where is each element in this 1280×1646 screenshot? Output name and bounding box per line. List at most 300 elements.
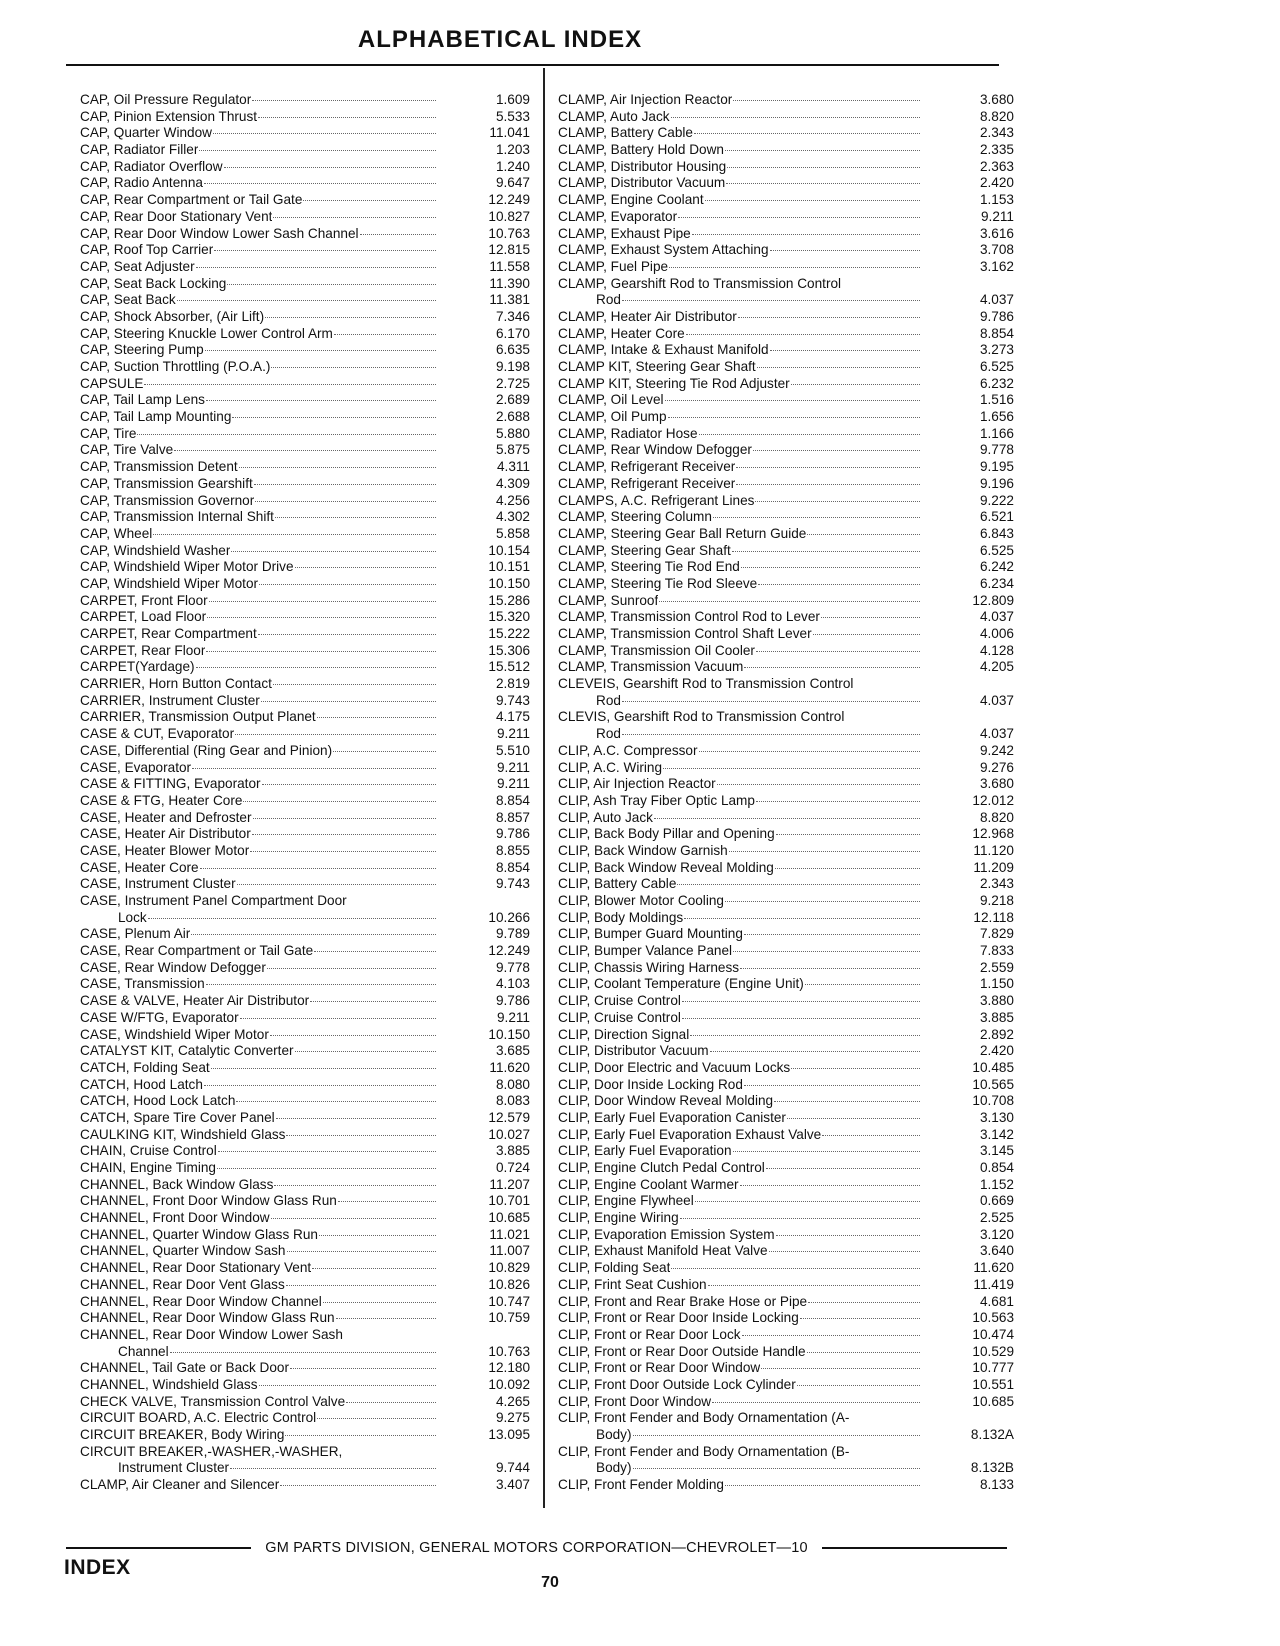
entry-description: CASE & FITTING, Evaporator: [80, 776, 261, 792]
index-entry: [558, 609, 1014, 626]
entry-description: Rod: [596, 726, 621, 742]
entry-description: CHANNEL, Windshield Glass: [80, 1376, 258, 1392]
index-entry: [80, 1210, 530, 1227]
entry-description: CLAMP, Exhaust System Attaching: [558, 242, 769, 258]
index-entry: [80, 376, 530, 393]
entry-description: CAP, Tail Lamp Mounting: [80, 409, 232, 425]
footer-rule-right: [822, 1547, 1007, 1549]
dot-leader: [177, 300, 436, 301]
entry-reference-number: 3.162: [979, 258, 1014, 274]
index-entry: [558, 92, 1014, 109]
entry-description: CLAMP, Battery Cable: [558, 125, 693, 141]
index-entry: [80, 793, 530, 810]
index-entry: [558, 709, 1014, 726]
entry-reference-number: 11.041: [489, 125, 530, 141]
index-entry: [558, 676, 1014, 693]
entry-description: CAP, Suction Throttling (P.O.A.): [80, 359, 271, 374]
dot-leader: [236, 1101, 436, 1102]
entry-reference-number: 10.829: [488, 1260, 530, 1276]
dot-leader: [682, 1018, 920, 1019]
entry-description: CLIP, A.C. Compressor: [558, 742, 698, 758]
entry-description: CHANNEL, Tail Gate or Back Door: [80, 1360, 290, 1376]
index-entry: [558, 976, 1014, 993]
entry-reference-number: 9.744: [495, 1460, 530, 1476]
dot-leader: [668, 417, 920, 418]
entry-reference-number: 3.273: [979, 342, 1014, 358]
dot-leader: [756, 801, 920, 802]
entry-reference-number: 8.080: [495, 1076, 530, 1092]
entry-reference-number: 9.275: [495, 1410, 530, 1426]
entry-description: CASE & CUT, Evaporator: [80, 726, 235, 742]
dot-leader: [684, 918, 920, 919]
index-entry: [80, 609, 530, 626]
entry-description: CATCH, Spare Tire Cover Panel: [80, 1109, 275, 1125]
index-entry: [558, 843, 1014, 860]
index-entry: [80, 1427, 530, 1444]
index-entry: [558, 1060, 1014, 1077]
entry-reference-number: 15.512: [488, 659, 530, 675]
entry-reference-number: 8.820: [979, 809, 1014, 825]
dot-leader: [633, 1435, 920, 1436]
index-entry: [558, 1344, 1014, 1361]
dot-leader: [267, 968, 436, 969]
entry-description: CASE, Differential (Ring Gear and Pinion): [80, 742, 333, 758]
entry-reference-number: 8.133: [979, 1477, 1014, 1493]
entry-description: CAP, Oil Pressure Regulator: [80, 92, 252, 107]
index-entry: [80, 426, 530, 443]
entry-reference-number: 1.166: [979, 425, 1014, 441]
dot-leader: [736, 467, 920, 468]
entry-description: Rod: [596, 692, 621, 708]
entry-reference-number: 3.885: [979, 1009, 1014, 1025]
entry-reference-number: 4.265: [495, 1393, 530, 1409]
entry-description: Channel: [118, 1343, 169, 1359]
entry-reference-number: 5.875: [495, 442, 530, 458]
index-entry: [558, 125, 1014, 142]
dot-leader: [232, 417, 436, 418]
dot-leader: [654, 818, 920, 819]
dot-leader: [729, 851, 920, 852]
index-entry: [558, 1294, 1014, 1311]
dot-leader: [250, 851, 436, 852]
index-entry: [558, 426, 1014, 443]
index-entry: [558, 226, 1014, 243]
index-entry: [80, 309, 530, 326]
entry-description: CLIP, Blower Motor Cooling: [558, 893, 724, 908]
entry-description: CAP, Radiator Filler: [80, 142, 199, 158]
index-entry: [558, 626, 1014, 643]
page-number: 70: [541, 1574, 559, 1591]
dot-leader: [775, 868, 920, 869]
entry-reference-number: 7.829: [979, 926, 1014, 942]
dot-leader: [213, 133, 436, 134]
entry-description: Instrument Cluster: [118, 1460, 230, 1476]
index-entry: [558, 376, 1014, 393]
entry-reference-number: 10.529: [972, 1343, 1014, 1359]
dot-leader: [196, 667, 436, 668]
entry-description: CASE W/FTG, Evaporator: [80, 1009, 239, 1025]
index-entry: [80, 342, 530, 359]
entry-description: CLAMP, Radiator Hose: [558, 425, 698, 441]
dot-leader: [204, 183, 436, 184]
index-entry: [80, 409, 530, 426]
entry-reference-number: 2.343: [979, 125, 1014, 141]
index-entry: [80, 726, 530, 743]
dot-leader: [290, 1368, 436, 1369]
entry-description: CAP, Rear Door Window Lower Sash Channel: [80, 225, 359, 241]
dot-leader: [275, 517, 436, 518]
entry-description: CLIP, Exhaust Manifold Heat Valve: [558, 1243, 768, 1259]
entry-reference-number: 9.211: [496, 1009, 530, 1025]
entry-description: CASE, Heater Core: [80, 859, 199, 875]
entry-reference-number: 8.820: [979, 108, 1014, 124]
index-entry: [558, 1327, 1014, 1344]
index-entry: [80, 559, 530, 576]
entry-description: CASE, Heater Blower Motor: [80, 842, 250, 858]
dot-leader: [237, 884, 436, 885]
index-entry: [80, 1227, 530, 1244]
index-entry: [80, 1043, 530, 1060]
dot-leader: [243, 801, 436, 802]
index-entry: [558, 1277, 1014, 1294]
dot-leader: [753, 450, 920, 451]
entry-description: CLAMP, Steering Tie Rod Sleeve: [558, 575, 758, 591]
index-entry: [558, 1127, 1014, 1144]
dot-leader: [822, 1135, 920, 1136]
index-entry: [558, 659, 1014, 676]
dot-leader: [231, 551, 436, 552]
index-entry: [80, 259, 530, 276]
dot-leader: [671, 117, 920, 118]
entry-description: CHANNEL, Quarter Window Glass Run: [80, 1226, 318, 1242]
entry-reference-number: 10.759: [488, 1310, 530, 1326]
entry-reference-number: 6.170: [495, 325, 530, 341]
index-entry: [558, 1210, 1014, 1227]
entry-description: CLIP, Engine Wiring: [558, 1210, 679, 1226]
entry-reference-number: 3.120: [979, 1226, 1014, 1242]
dot-leader: [207, 617, 436, 618]
index-entry: [558, 1360, 1014, 1377]
dot-leader: [712, 1402, 920, 1403]
entry-reference-number: 9.222: [979, 492, 1014, 508]
index-entry: [558, 1243, 1014, 1260]
entry-description: CATCH, Folding Seat: [80, 1059, 210, 1075]
entry-description: CAULKING KIT, Windshield Glass: [80, 1126, 286, 1142]
entry-description: Lock: [118, 909, 147, 925]
entry-reference-number: 10.485: [972, 1059, 1014, 1075]
entry-description: CAP, Transmission Detent: [80, 459, 238, 475]
entry-reference-number: 10.685: [972, 1393, 1014, 1409]
index-entry: [80, 676, 530, 693]
entry-reference-number: 7.346: [495, 308, 530, 324]
dot-leader: [710, 1051, 920, 1052]
footer-text: GM PARTS DIVISION, GENERAL MOTORS CORPORATION—CHEVROLET—10: [265, 1540, 808, 1556]
entry-reference-number: 2.819: [495, 676, 530, 692]
dot-leader: [258, 117, 436, 118]
index-entry: [558, 1093, 1014, 1110]
dot-leader: [774, 1101, 920, 1102]
entry-description: CASE, Evaporator: [80, 759, 192, 775]
entry-description: CASE, Instrument Cluster: [80, 876, 236, 892]
entry-description: CLIP, Cruise Control: [558, 993, 681, 1009]
entry-description: CHANNEL, Rear Door Window Channel: [80, 1293, 322, 1309]
entry-reference-number: 2.420: [979, 1043, 1014, 1059]
index-entry: [558, 342, 1014, 359]
dot-leader: [303, 200, 436, 201]
entry-reference-number: 12.809: [972, 592, 1014, 608]
index-entry: [80, 810, 530, 827]
index-entry: [80, 459, 530, 476]
entry-description: Body): [596, 1427, 632, 1442]
index-entry: [558, 526, 1014, 543]
entry-reference-number: 10.685: [488, 1210, 530, 1226]
index-entry: [558, 493, 1014, 510]
entry-reference-number: 0.669: [979, 1193, 1014, 1209]
entry-description: CLAMP, Auto Jack: [558, 108, 670, 124]
entry-description: CHANNEL, Quarter Window Sash: [80, 1243, 286, 1259]
dot-leader: [699, 751, 920, 752]
entry-description: CLIP, Back Window Reveal Molding: [558, 859, 774, 875]
index-entry: [80, 1177, 530, 1194]
entry-reference-number: 3.685: [495, 1043, 530, 1059]
dot-leader: [755, 501, 920, 502]
index-entry: [80, 192, 530, 209]
entry-description: CHANNEL, Back Window Glass: [80, 1176, 274, 1192]
entry-description: CAPSULE: [80, 375, 144, 391]
entry-reference-number: 11.207: [489, 1176, 530, 1192]
entry-description: CATCH, Hood Latch: [80, 1076, 203, 1092]
index-entry: [558, 1227, 1014, 1244]
entry-reference-number: 10.092: [488, 1376, 530, 1392]
entry-reference-number: 4.302: [495, 509, 530, 525]
entry-description: CLIP, Front Fender Molding: [558, 1477, 724, 1493]
entry-description: CHECK VALVE, Transmission Control Valve: [80, 1393, 346, 1409]
entry-reference-number: 3.708: [979, 242, 1014, 258]
entry-description: CHANNEL, Rear Door Window Glass Run: [80, 1310, 335, 1326]
entry-description: CHAIN, Cruise Control: [80, 1143, 217, 1159]
entry-reference-number: 3.407: [495, 1477, 530, 1493]
page-title: ALPHABETICAL INDEX: [357, 26, 643, 53]
entry-description: CLIP, Front or Rear Door Inside Locking: [558, 1310, 799, 1326]
index-entry: [80, 876, 530, 893]
entry-description: CATCH, Hood Lock Latch: [80, 1093, 236, 1109]
column-divider: [543, 68, 545, 1508]
entry-reference-number: 3.680: [979, 776, 1014, 792]
entry-reference-number: 12.249: [488, 943, 530, 959]
index-entry: [558, 760, 1014, 777]
dot-leader: [797, 1385, 920, 1386]
dot-leader: [791, 1068, 920, 1069]
entry-description: CAP, Windshield Washer: [80, 542, 231, 558]
entry-reference-number: 1.153: [979, 192, 1014, 208]
dot-leader: [776, 834, 920, 835]
entry-description: CAP, Transmission Gearshift: [80, 475, 253, 491]
entry-description: CLIP, A.C. Wiring: [558, 759, 663, 775]
index-entry: [558, 776, 1014, 793]
dot-leader: [740, 1185, 920, 1186]
index-entry: [80, 175, 530, 192]
index-entry: [558, 693, 1014, 710]
entry-reference-number: 9.778: [979, 442, 1014, 458]
index-entry: [558, 1010, 1014, 1027]
entry-description: Rod: [596, 292, 621, 308]
dot-leader: [761, 1368, 920, 1369]
entry-description: CLIP, Engine Flywheel: [558, 1193, 694, 1209]
entry-description: CLAMP, Intake & Exhaust Manifold: [558, 342, 769, 358]
dot-leader: [769, 1251, 920, 1252]
entry-reference-number: 2.689: [495, 392, 530, 408]
index-entry: [558, 142, 1014, 159]
entry-description: CLAMP, Distributor Housing: [558, 158, 727, 174]
entry-reference-number: 8.857: [495, 809, 530, 825]
dot-leader: [323, 1302, 436, 1303]
index-entry: [558, 1077, 1014, 1094]
dot-leader: [682, 1001, 920, 1002]
entry-reference-number: 11.419: [973, 1276, 1014, 1292]
entry-description: Body): [596, 1460, 632, 1476]
dot-leader: [360, 234, 436, 235]
index-entry: [80, 593, 530, 610]
dot-leader: [255, 501, 436, 502]
dot-leader: [259, 584, 436, 585]
index-entry: [558, 1377, 1014, 1394]
dot-leader: [319, 1235, 436, 1236]
index-entry: [80, 743, 530, 760]
dot-leader: [757, 367, 920, 368]
entry-description: CAP, Steering Knuckle Lower Control Arm: [80, 325, 333, 341]
dot-leader: [733, 100, 920, 101]
entry-reference-number: 9.647: [495, 175, 530, 191]
entry-description: CLIP, Folding Seat: [558, 1260, 671, 1276]
entry-description: CIRCUIT BREAKER,-WASHER,-WASHER,: [80, 1443, 343, 1459]
dot-leader: [692, 234, 920, 235]
index-entry: [80, 1444, 530, 1461]
entry-description: CLIP, Door Inside Locking Rod: [558, 1076, 743, 1092]
index-entry: [80, 1010, 530, 1027]
index-entry: [80, 626, 530, 643]
entry-description: CARPET(Yardage): [80, 659, 195, 675]
index-entry: [80, 1377, 530, 1394]
entry-reference-number: 2.725: [495, 375, 530, 391]
index-entry: [558, 593, 1014, 610]
index-entry: [80, 1110, 530, 1127]
index-entry: [558, 1193, 1014, 1210]
entry-reference-number: 10.763: [488, 225, 530, 241]
entry-reference-number: 4.256: [495, 492, 530, 508]
dot-leader: [813, 634, 920, 635]
entry-reference-number: 10.027: [488, 1126, 530, 1142]
dot-leader: [259, 1385, 436, 1386]
index-entry: [558, 292, 1014, 309]
entry-reference-number: 2.559: [979, 959, 1014, 975]
dot-leader: [258, 634, 436, 635]
entry-reference-number: 2.343: [979, 876, 1014, 892]
entry-description: CAP, Seat Adjuster: [80, 258, 195, 274]
entry-reference-number: 10.563: [972, 1310, 1014, 1326]
entry-description: CLIP, Front Fender and Body Ornamentation (B-: [558, 1443, 850, 1459]
dot-leader: [694, 133, 920, 134]
dot-leader: [254, 484, 436, 485]
dot-leader: [286, 1285, 436, 1286]
index-entry: [558, 643, 1014, 660]
index-entry: [80, 1160, 530, 1177]
index-entry: [558, 876, 1014, 893]
entry-description: CLIP, Back Body Pillar and Opening: [558, 826, 775, 842]
dot-leader: [253, 818, 436, 819]
entry-reference-number: 10.708: [972, 1093, 1014, 1109]
entry-description: CASE, Windshield Wiper Motor: [80, 1026, 269, 1042]
dot-leader: [669, 267, 920, 268]
dot-leader: [766, 1168, 920, 1169]
entry-reference-number: 1.609: [495, 92, 530, 107]
entry-description: CLAMP, Transmission Control Shaft Lever: [558, 626, 812, 641]
entry-description: CLAMP, Gearshift Rod to Transmission Control: [558, 275, 842, 291]
index-entry: [80, 242, 530, 259]
index-entry: [558, 1110, 1014, 1127]
entry-description: CLIP, Ash Tray Fiber Optic Lamp: [558, 792, 755, 808]
entry-reference-number: 11.021: [489, 1226, 530, 1242]
entry-description: CLAMP, Air Cleaner and Silencer: [80, 1477, 280, 1493]
index-entry: [80, 1277, 530, 1294]
entry-reference-number: 11.120: [973, 842, 1014, 858]
dot-leader: [271, 1218, 436, 1219]
dot-leader: [758, 584, 920, 585]
dot-leader: [821, 617, 920, 618]
dot-leader: [725, 901, 920, 902]
dot-leader: [622, 701, 920, 702]
index-entry: [558, 793, 1014, 810]
entry-description: CAP, Steering Pump: [80, 342, 204, 358]
index-entry: [80, 943, 530, 960]
index-entry: [80, 709, 530, 726]
entry-reference-number: 9.211: [496, 776, 530, 792]
entry-reference-number: 12.118: [973, 909, 1014, 925]
entry-description: CAP, Windshield Wiper Motor: [80, 575, 259, 591]
dot-leader: [235, 734, 436, 735]
dot-leader: [211, 1068, 436, 1069]
dot-leader: [699, 434, 920, 435]
index-entry: [80, 976, 530, 993]
dot-leader: [148, 918, 436, 919]
entry-description: CARPET, Rear Floor: [80, 642, 206, 658]
entry-description: CLAMP, Steering Gear Ball Return Guide: [558, 525, 807, 541]
dot-leader: [333, 751, 436, 752]
entry-description: CASE, Instrument Panel Compartment Door: [80, 893, 347, 908]
index-entry: [80, 893, 530, 910]
entry-reference-number: 9.198: [495, 359, 530, 374]
dot-leader: [690, 1035, 920, 1036]
entry-reference-number: 11.007: [489, 1243, 530, 1259]
index-entry: [558, 242, 1014, 259]
dot-leader: [733, 951, 920, 952]
entry-description: CASE, Rear Window Defogger: [80, 959, 266, 975]
dot-leader: [808, 1302, 920, 1303]
dot-leader: [239, 467, 436, 468]
dot-leader: [276, 1118, 436, 1119]
dot-leader: [744, 1085, 920, 1086]
index-entry: [80, 576, 530, 593]
entry-description: CAP, Seat Back: [80, 292, 176, 308]
entry-description: CLAMP, Air Injection Reactor: [558, 92, 733, 107]
entry-description: CAP, Wheel: [80, 525, 153, 541]
entry-reference-number: 10.777: [972, 1360, 1014, 1376]
index-entry: [80, 292, 530, 309]
entry-description: CHAIN, Engine Timing: [80, 1160, 216, 1175]
dot-leader: [807, 534, 920, 535]
entry-reference-number: 4.037: [979, 692, 1014, 708]
dot-leader: [204, 1085, 436, 1086]
index-entry: [558, 743, 1014, 760]
